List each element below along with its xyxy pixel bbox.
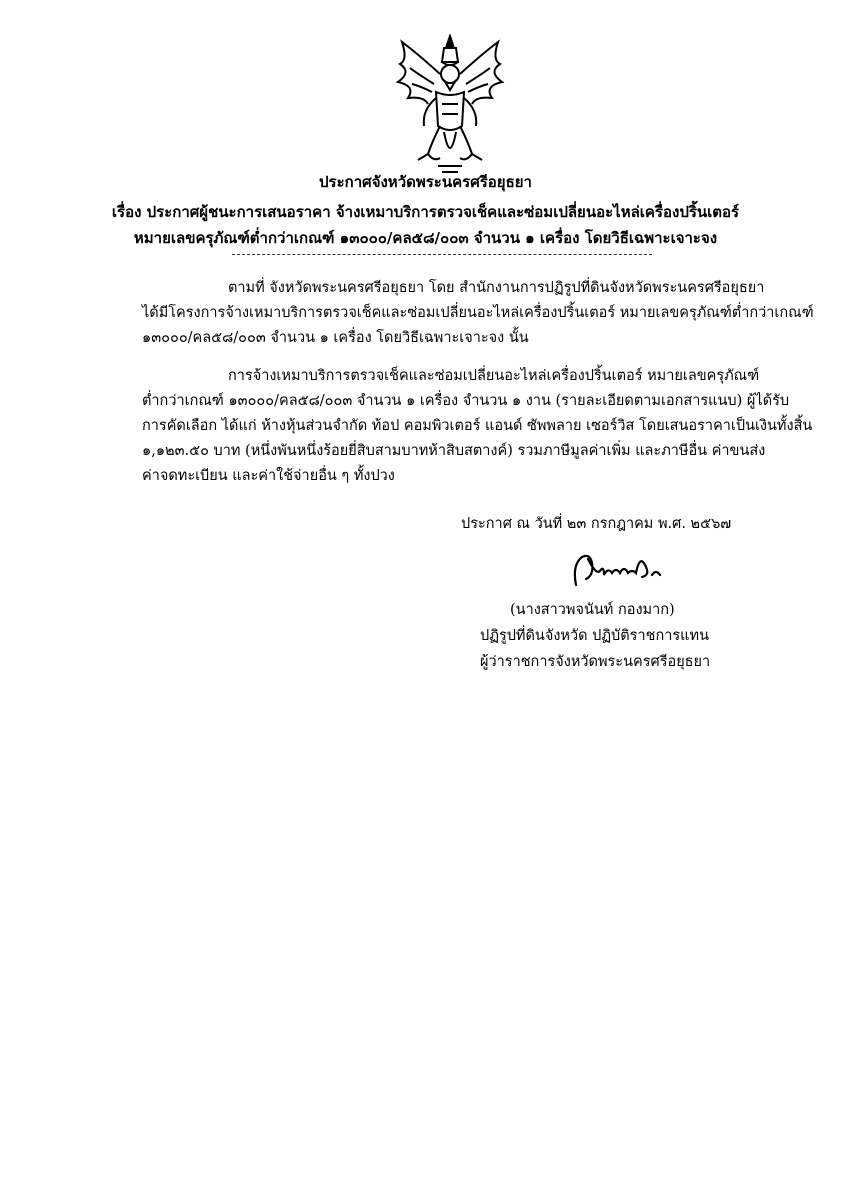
subject-line-1: เรื่อง ประกาศผู้ชนะการเสนอราคา จ้างเหมาบริการตรวจเช็คและซ่อมเปลี่ยนอะไหล่เครื่องปริ้นเตอร์	[111, 203, 740, 221]
para2-line4: ๑,๑๒๓.๕๐ บาท (หนึ่งพันหนึ่งร้อยยี่สิบสามบาทห้าสิบสตางค์) รวมภาษีมูลค่าเพิ่ม และภาษีอื่น ค่าขนส่ง	[142, 443, 766, 459]
handwritten-signature	[570, 545, 666, 591]
para2-line3: การคัดเลือก ได้แก่ ห้างหุ้นส่วนจำกัด ท้อป คอมพิวเตอร์ แอนด์ ซัพพลาย เซอร์วิส โดยเสนอราคาเป็นเงินทั้งสิ้น	[142, 418, 813, 434]
para2-line2: ต่ำกว่าเกณฑ์ ๑๓๐๐๐/คล๕๘/๐๐๓ จำนวน ๑ เครื่อง จำนวน ๑ งาน (รายละเอียดตามเอกสารแนบ) ผู้ได้รับ	[142, 393, 790, 409]
signatory-name: (นางสาวพจนันท์ กองมาก)	[510, 602, 675, 618]
announce-date: ประกาศ ณ วันที่ ๒๓ กรกฎาคม พ.ศ. ๒๕๖๗	[461, 516, 732, 532]
signatory-position-2: ผู้ว่าราชการจังหวัดพระนครศรีอยุธยา	[480, 654, 711, 670]
garuda-emblem-icon	[388, 34, 512, 174]
announcement-title: ประกาศจังหวัดพระนครศรีอยุธยา	[319, 173, 532, 191]
para1-line2: ได้มีโครงการจ้างเหมาบริการตรวจเช็คและซ่อมเปลี่ยนอะไหล่เครื่องปริ้นเตอร์ หมายเลขครุภัณฑ์ต่ำกว่าเกณฑ์	[142, 305, 814, 321]
para2-line5: ค่าจดทะเบียน และค่าใช้จ่ายอื่น ๆ ทั้งปวง	[142, 468, 395, 484]
para1-line3: ๑๓๐๐๐/คล๕๘/๐๐๓ จำนวน ๑ เครื่อง โดยวิธีเฉพาะเจาะจง นั้น	[142, 330, 529, 346]
subject-line-2: หมายเลขครุภัณฑ์ต่ำกว่าเกณฑ์ ๑๓๐๐๐/คล๕๘/๐๐๓ จำนวน ๑ เครื่อง โดยวิธีเฉพาะเจาะจง	[133, 229, 718, 247]
para1-line1: ตามที่ จังหวัดพระนครศรีอยุธยา โดย สำนักงานการปฏิรูปที่ดินจังหวัดพระนครศรีอยุธยา	[228, 280, 765, 296]
signatory-position-1: ปฏิรูปที่ดินจังหวัด ปฏิบัติราชการแทน	[480, 628, 709, 644]
para2-line1: การจ้างเหมาบริการตรวจเช็คและซ่อมเปลี่ยนอะไหล่เครื่องปริ้นเตอร์ หมายเลขครุภัณฑ์	[228, 368, 760, 384]
divider	[232, 254, 652, 255]
